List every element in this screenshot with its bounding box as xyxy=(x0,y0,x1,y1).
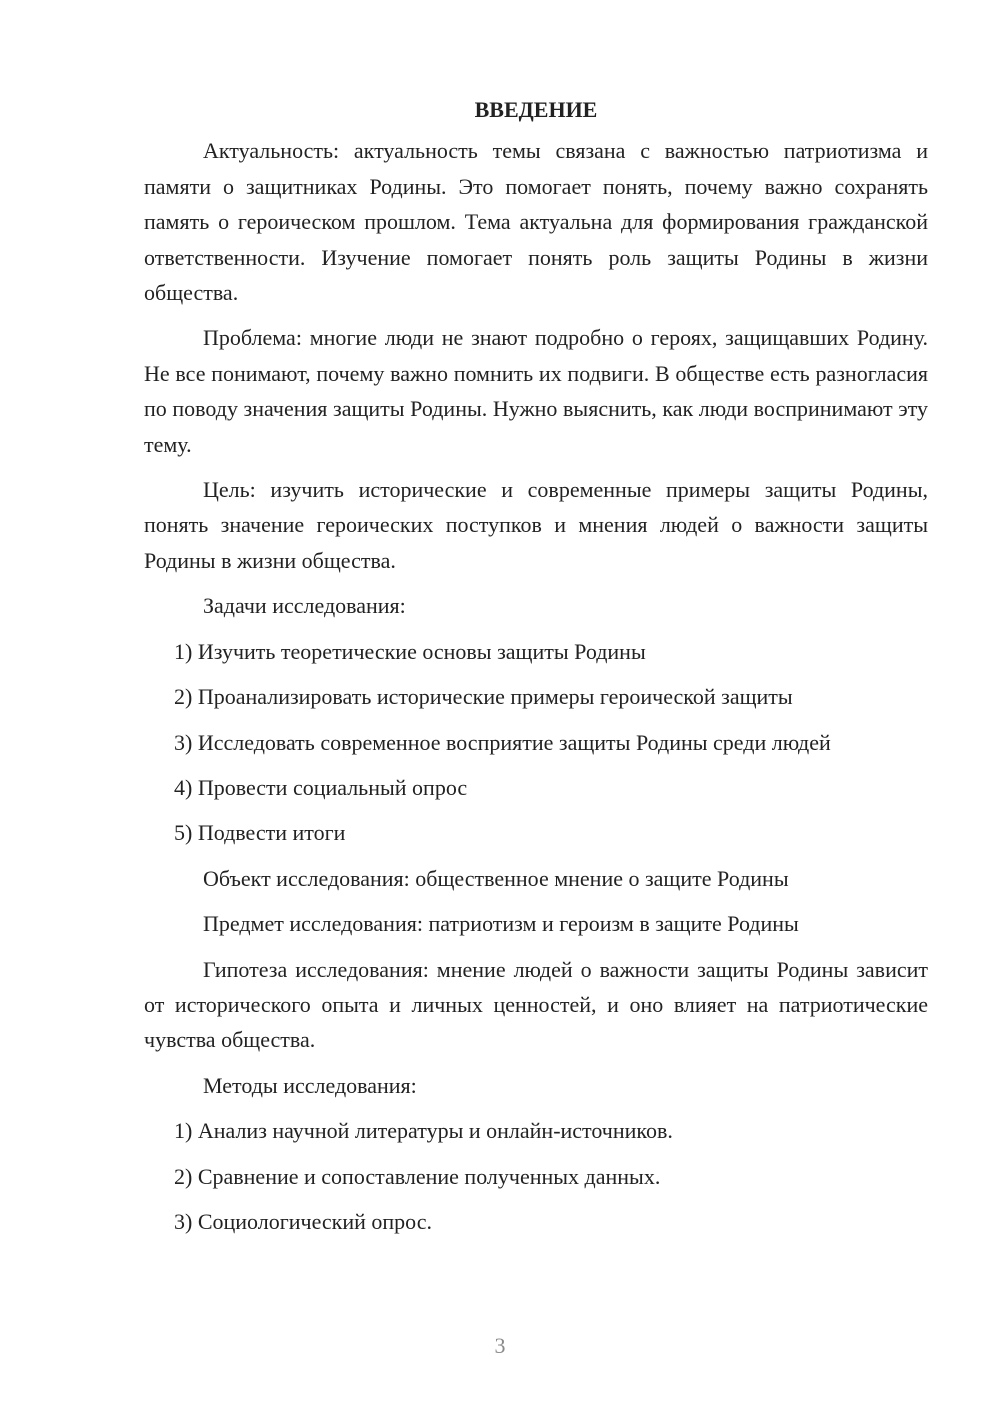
list-item: 2) Сравнение и сопоставление полученных данных. xyxy=(174,1163,661,1189)
list-item: 4) Провести социальный опрос xyxy=(174,774,468,800)
tasks-list xyxy=(144,634,928,851)
list-item: 2) Проанализировать исторические примеры героической защиты xyxy=(174,684,793,710)
list-item: 5) Подвести итоги xyxy=(174,820,346,846)
hypothesis-paragraph: Гипотеза исследования: мнение людей о важности защиты Родины зависит от исторического опыта и личных ценностей, и оно влияет на патриотические чувства общества. xyxy=(144,956,928,1053)
methods-list xyxy=(144,1113,928,1239)
list-item: 1) Изучить теоретические основы защиты Родины xyxy=(174,638,646,664)
list-item: 3) Исследовать современное восприятие защиты Родины среди людей xyxy=(174,729,831,755)
list-item: 1) Анализ научной литературы и онлайн-источников. xyxy=(174,1118,673,1144)
list-item: 3) Социологический опрос. xyxy=(174,1208,432,1234)
page-title: ВВЕДЕНИЕ xyxy=(474,97,598,122)
tasks-heading: Задачи исследования: xyxy=(203,593,406,619)
page-number: 3 xyxy=(494,1333,506,1358)
relevance-paragraph: Актуальность: актуальность темы связана с важностью патриотизма и памяти о защитниках Родины. Это помогает понять, почему важно сохранять память о героическом прошлом. Тема актуальна для формирования гражданской ответственности. Изучение помогает понять роль защиты Родины в жизни общества. xyxy=(144,138,928,306)
subject-line: Предмет исследования: патриотизм и героизм в защите Родины xyxy=(203,911,799,937)
methods-heading: Методы исследования: xyxy=(203,1072,417,1098)
problem-paragraph: Проблема: многие люди не знают подробно о героях, защищавших Родину. Не все понимают, почему важно помнить их подвиги. В обществе есть разногласия по поводу значения защиты Родины. Нужно выяснить, как люди воспринимают эту тему. xyxy=(144,325,928,457)
page-content xyxy=(144,92,928,1249)
goal-paragraph: Цель: изучить исторические и современные примеры защиты Родины, понять значение героических поступков и мнения людей о важности защиты Родины в жизни общества. xyxy=(144,477,928,573)
object-line: Объект исследования: общественное мнение о защите Родины xyxy=(203,865,789,891)
